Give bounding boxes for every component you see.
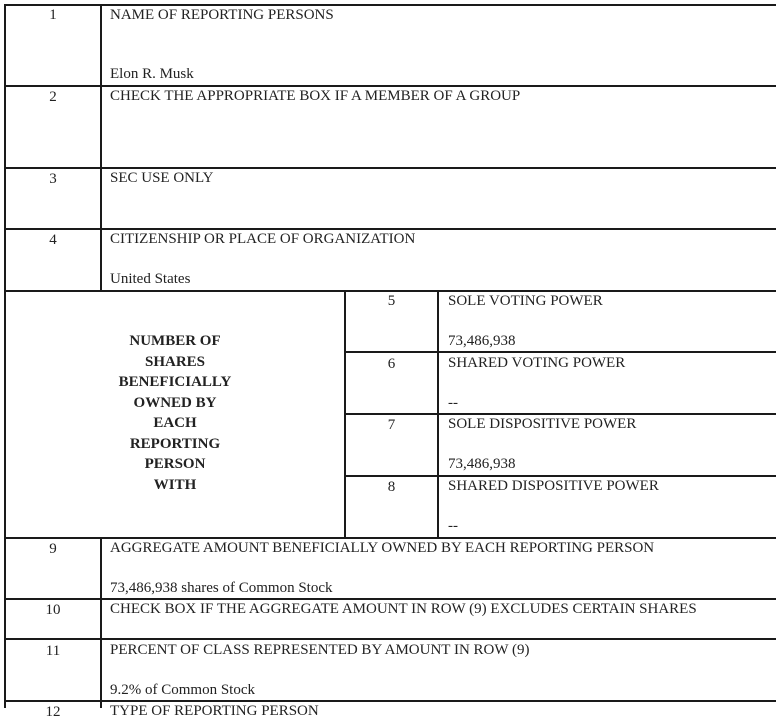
row-label: AGGREGATE AMOUNT BENEFICIALLY OWNED BY EACH REPORTING PERSON xyxy=(110,540,655,556)
row-number: 1 xyxy=(49,7,57,23)
row-value: 73,486,938 xyxy=(448,456,516,472)
rule-shares-block-right xyxy=(344,290,346,539)
row-label: SHARED DISPOSITIVE POWER xyxy=(448,478,659,494)
row-value: -- xyxy=(448,518,458,534)
row-number: 7 xyxy=(387,417,396,433)
heading-line: SHARES xyxy=(144,353,206,370)
row-value: 9.2% of Common Stock xyxy=(110,682,255,698)
row-value: 73,486,938 shares of Common Stock xyxy=(110,580,333,596)
row-number: 3 xyxy=(49,171,57,187)
row-value: -- xyxy=(448,395,458,411)
heading-line: REPORTING xyxy=(129,435,221,452)
heading-line: BENEFICIALLY xyxy=(118,374,232,390)
row-number: 8 xyxy=(387,479,396,495)
heading-line: NUMBER OF xyxy=(129,333,221,349)
row-number: 9 xyxy=(49,541,57,557)
row-label: PERCENT OF CLASS REPRESENTED BY AMOUNT IN ROW (9) xyxy=(110,642,530,658)
heading-line: EACH xyxy=(153,415,197,431)
row-number: 10 xyxy=(45,602,61,618)
heading-line: PERSON xyxy=(144,456,206,472)
row-number: 12 xyxy=(45,704,61,720)
row-value: United States xyxy=(110,271,191,287)
rule-number-column xyxy=(100,4,102,290)
row-number: 4 xyxy=(49,232,57,248)
shares-beneficially-owned-heading xyxy=(96,331,254,495)
row-number: 2 xyxy=(49,89,57,105)
row-value: 73,486,938 xyxy=(448,333,516,349)
heading-line: OWNED BY xyxy=(133,394,217,411)
row-label: SHARED VOTING POWER xyxy=(448,355,626,371)
row-value: Elon R. Musk xyxy=(110,66,194,82)
row-label: NAME OF REPORTING PERSONS xyxy=(110,7,334,23)
row-label: SOLE VOTING POWER xyxy=(448,293,603,309)
row-label: CITIZENSHIP OR PLACE OF ORGANIZATION xyxy=(110,231,416,247)
rule-row5-bottom xyxy=(345,351,776,353)
row-label: SEC USE ONLY xyxy=(110,170,214,186)
rule-number-column-lower xyxy=(100,537,102,708)
row-label: CHECK THE APPROPRIATE BOX IF A MEMBER OF A GROUP xyxy=(110,88,521,104)
row-label: SOLE DISPOSITIVE POWER xyxy=(448,416,637,432)
row-label: CHECK BOX IF THE AGGREGATE AMOUNT IN ROW (9) EXCLUDES CERTAIN SHARES xyxy=(110,601,697,617)
rule-row10-bottom xyxy=(4,638,776,640)
row-label: TYPE OF REPORTING PERSON xyxy=(110,703,319,719)
row-number: 6 xyxy=(387,356,396,372)
row-number: 11 xyxy=(45,643,61,659)
rule-subnumber-column xyxy=(437,290,439,539)
heading-line: WITH xyxy=(153,476,197,493)
row-number: 5 xyxy=(387,293,396,309)
